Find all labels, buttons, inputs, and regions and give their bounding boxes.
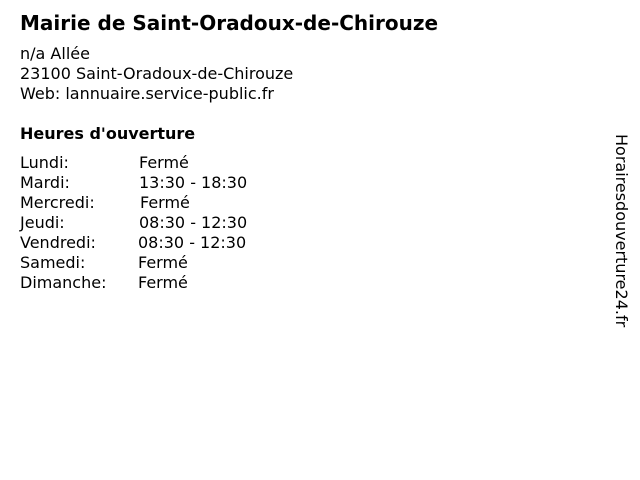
address-block (20, 44, 293, 104)
hours-value: Fermé (139, 153, 189, 172)
website-line: Web: lannuaire.service-public.fr (20, 84, 274, 103)
day-label: Lundi: (20, 153, 69, 172)
site-watermark (612, 134, 632, 374)
address-city: 23100 Saint-Oradoux-de-Chirouze (20, 64, 294, 83)
day-label: Mardi: (20, 173, 70, 192)
hours-value: 13:30 - 18:30 (139, 173, 248, 192)
hours-value: Fermé (138, 273, 188, 292)
hours-value: Fermé (140, 193, 190, 212)
watermark-text: Horairesdouverture24.fr (612, 134, 631, 328)
day-label: Samedi: (20, 253, 86, 272)
hours-value: 08:30 - 12:30 (139, 213, 248, 232)
day-label: Mercredi: (20, 193, 95, 212)
opening-hours-heading: Heures d'ouverture (20, 124, 196, 143)
day-label: Dimanche: (20, 273, 107, 292)
address-street: n/a Allée (20, 44, 90, 63)
hours-value: 08:30 - 12:30 (138, 233, 247, 252)
day-label: Vendredi: (20, 233, 96, 252)
day-label: Jeudi: (20, 213, 65, 232)
hours-value: Fermé (138, 253, 188, 272)
page-title: Mairie de Saint-Oradoux-de-Chirouze (20, 11, 439, 35)
